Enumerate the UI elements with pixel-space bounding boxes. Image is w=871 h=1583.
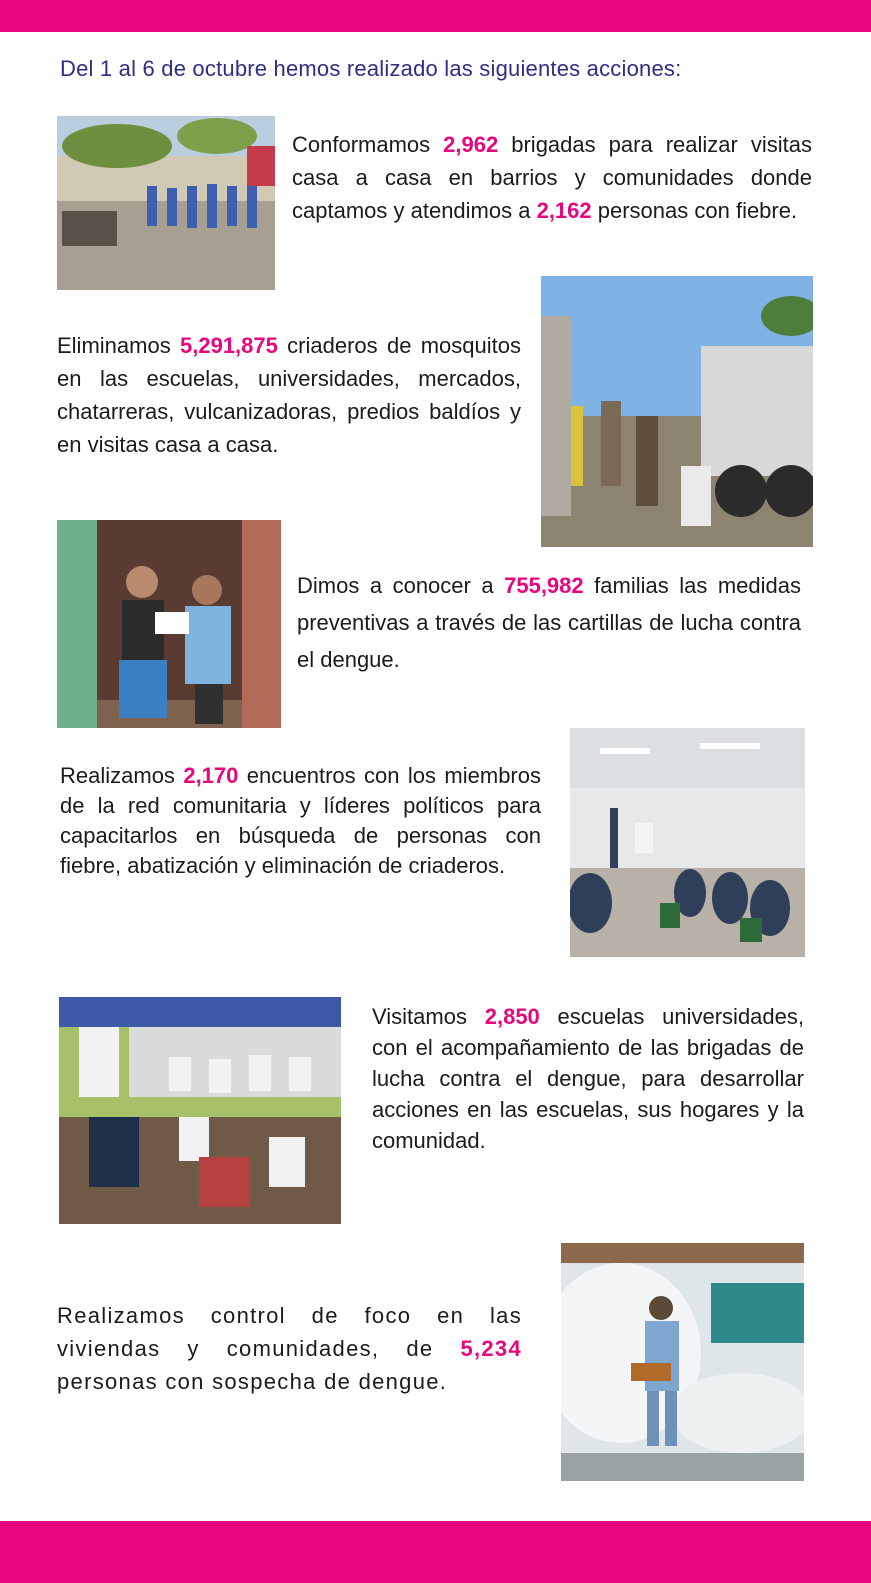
text: Dimos a conocer a: [297, 573, 505, 598]
text: Eliminamos: [57, 333, 180, 358]
text: Realizamos control de foco en las viviendas y comunidades, de: [57, 1303, 522, 1361]
bottom-color-band: [0, 1521, 871, 1583]
text: Conformamos: [292, 132, 444, 157]
text: familias las medidas preventivas a través de las cartillas de lucha contra el dengue.: [297, 573, 802, 672]
text: personas con sospecha de dengue.: [57, 1369, 448, 1394]
meetings-paragraph: [60, 761, 541, 881]
intro-heading: Del 1 al 6 de octubre hemos realizado las siguientes acciones:: [60, 56, 682, 81]
text: brigadas para realizar visitas casa a casa en barrios y comunidades donde captamos y atendimos a: [292, 132, 812, 223]
text: Visitamos: [372, 1004, 485, 1029]
brigades-paragraph: [292, 128, 812, 227]
family-booklet-photo: [57, 520, 281, 728]
meetings-number: 2,170: [183, 763, 239, 788]
schools-number: 2,850: [484, 1004, 540, 1029]
text: encuentros con los miembros de la red comunitaria y líderes políticos para capacitarlos en búsqueda de personas con fiebre, abatización y eliminación de criaderos.: [60, 763, 541, 878]
text: personas con fiebre.: [591, 198, 798, 223]
text: escuelas universidades, con el acompañamiento de las brigadas de lucha contra el dengue, para desarrollar acciones en las escuelas, sus hogares y la comunidad.: [372, 1004, 805, 1153]
text: criaderos de mosquitos en las escuelas, universidades, mercados, chatarreras, vulcanizadoras, predios baldíos y en visitas casa a casa.: [57, 333, 521, 457]
families-paragraph: [297, 567, 801, 678]
breeding-sites-paragraph: [57, 329, 521, 461]
brigades-number: 2,962: [443, 132, 499, 157]
suspected-cases-number: 5,234: [460, 1336, 522, 1361]
community-meeting-photo: [570, 728, 805, 957]
fever-number: 2,162: [536, 198, 592, 223]
truck-debris-photo: [541, 276, 813, 547]
schools-paragraph: [372, 1001, 804, 1156]
families-number: 755,982: [504, 573, 584, 598]
focus-control-paragraph: [57, 1299, 522, 1398]
fumigation-photo: [561, 1243, 804, 1481]
text: Realizamos: [60, 763, 184, 788]
school-classroom-photo: [59, 997, 341, 1224]
breeding-sites-number: 5,291,875: [180, 333, 278, 358]
brigade-street-photo: [57, 116, 275, 290]
top-color-band: [0, 0, 871, 32]
